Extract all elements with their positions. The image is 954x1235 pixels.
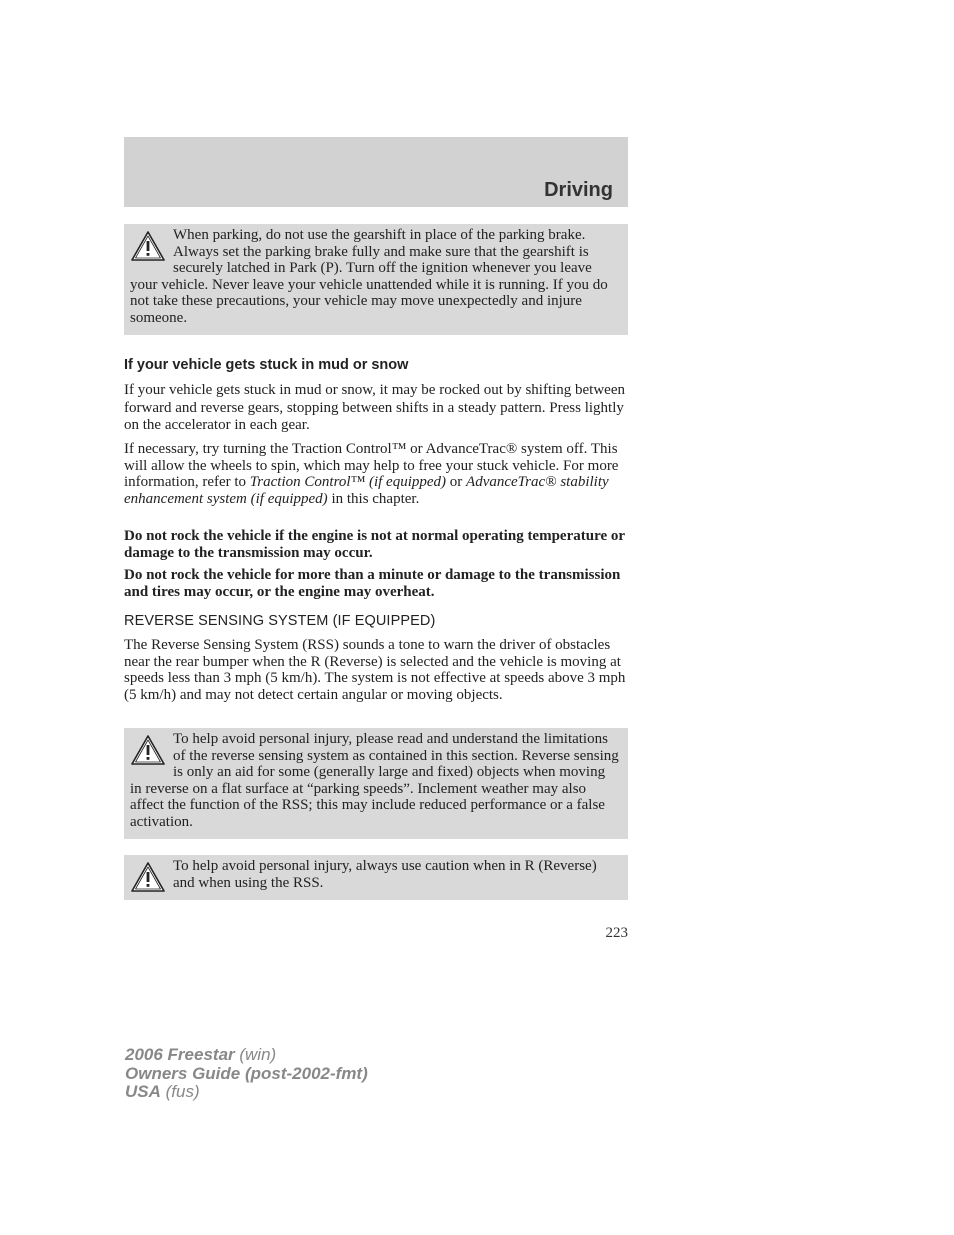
section-header-bar [124, 137, 628, 207]
footer-line-market [125, 1083, 368, 1102]
caution-bold-duration: Do not rock the vehicle for more than a minute or damage to the transmission and tires may occur, or the engine may overheat. [124, 567, 621, 600]
section-title: Driving [544, 179, 613, 201]
caution-bold-temperature: Do not rock the vehicle if the engine is not at normal operating temperature or damage to the transmission may occur. [124, 528, 625, 561]
footer-market: USA [125, 1082, 161, 1101]
paragraph-text: in this chapter. [327, 490, 420, 507]
footer-line-model [125, 1046, 368, 1065]
cross-reference-traction-control: Traction Control™ (if equipped) [249, 474, 447, 490]
warning-box-rss-caution [124, 855, 628, 900]
paragraph-traction-control [124, 441, 630, 507]
section-heading-rss: REVERSE SENSING SYSTEM (IF EQUIPPED) [124, 613, 436, 629]
warning-box-parking [124, 224, 628, 335]
page-number: 223 [605, 925, 628, 941]
warning-triangle-icon [130, 734, 166, 766]
paragraph-text: If necessary, try turning the Traction Control™ or AdvanceTrac® system off. This will allow the wheels to spin, which may help to free your stuck vehicle. For more information, refer to [124, 441, 619, 490]
cross-reference-advancetrac: AdvanceTrac® stability enhancement system (if equipped) [124, 474, 609, 507]
footer-model: 2006 Freestar [125, 1045, 235, 1064]
paragraph-rss-intro: The Reverse Sensing System (RSS) sounds a tone to warn the driver of obstacles near the rear bumper when the R (Reverse) is selected and the vehicle is moving at speeds less than 3 mph (5 km/h). The system is not effective at speeds above 3 mph (5 km/h) and may not detect certain angular or moving objects. [124, 637, 626, 703]
footer-market-code: (fus) [160, 1082, 200, 1101]
paragraph-text: or [446, 474, 467, 490]
warning-triangle-icon [130, 861, 166, 893]
footer-guide: Owners Guide (post-2002-fmt) [125, 1063, 368, 1083]
footer-model-code: (win) [234, 1045, 277, 1064]
warning-text: To help avoid personal injury, always use caution when in R (Reverse) and when using the RSS. [173, 858, 597, 891]
subsection-heading-stuck: If your vehicle gets stuck in mud or snow [124, 357, 409, 373]
warning-box-rss-limitations [124, 728, 628, 839]
footer-line-guide [125, 1065, 368, 1084]
paragraph-stuck-intro: If your vehicle gets stuck in mud or snow, it may be rocked out by shifting between forward and reverse gears, stopping between shifts in a steady pattern. Press lightly on the accelerator in each gear. [124, 382, 625, 433]
warning-text: To help avoid personal injury, please read and understand the limitations of the reverse sensing system as contained in this section. Reverse sensing is only an aid for some (generally large and fixed) objects when moving in reverse on a flat surface at “parking speeds”. Inclement weather may also affect the function of the RSS; this may include reduced performance or a false activation. [130, 731, 619, 830]
warning-text: When parking, do not use the gearshift in place of the parking brake. Always set the parking brake fully and make sure that the gearshift is securely latched in Park (P). Turn off the ignition whenever you leave your vehicle. Never leave your vehicle unattended while it is running. If you do not take these precautions, your vehicle may move unexpectedly and injure someone. [130, 227, 608, 326]
warning-triangle-icon [130, 230, 166, 262]
document-footer [125, 1046, 368, 1102]
